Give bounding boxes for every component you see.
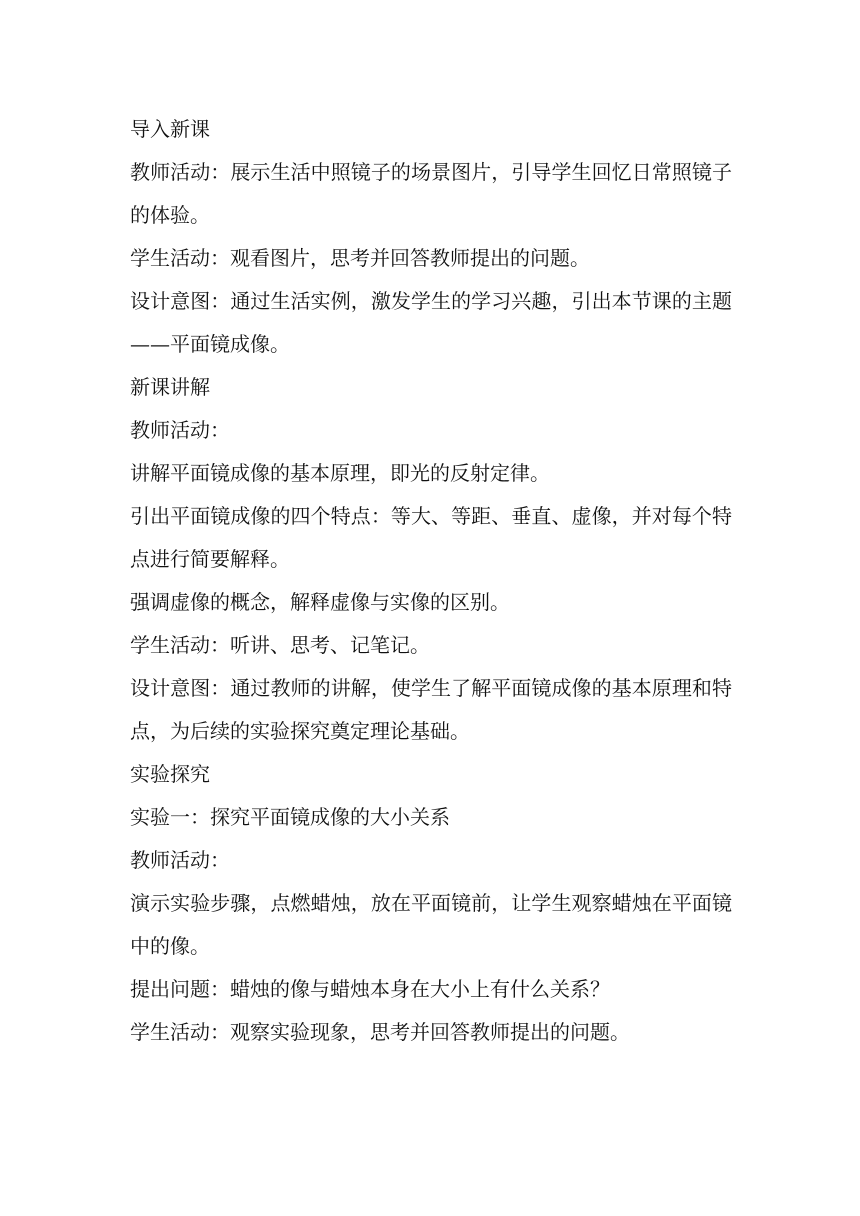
section-heading: 导入新课 <box>130 117 210 141</box>
paragraph: 教师活动：展示生活中照镜子的场景图片，引导学生回忆日常照镜子的体验。 <box>130 160 732 227</box>
paragraph: 提出问题：蜡烛的像与蜡烛本身在大小上有什么关系？ <box>130 977 610 1001</box>
paragraph: 学生活动：观察实验现象，思考并回答教师提出的问题。 <box>130 1020 630 1044</box>
paragraph: 讲解平面镜成像的基本原理，即光的反射定律。 <box>130 461 550 485</box>
section-heading: 新课讲解 <box>130 375 210 399</box>
paragraph: 设计意图：通过教师的讲解，使学生了解平面镜成像的基本原理和特点，为后续的实验探究奠定理论基础。 <box>130 676 732 743</box>
paragraph: 强调虚像的概念，解释虚像与实像的区别。 <box>130 590 510 614</box>
subsection-heading: 实验一：探究平面镜成像的大小关系 <box>130 805 450 829</box>
paragraph: 引出平面镜成像的四个特点：等大、等距、垂直、虚像，并对每个特点进行简要解释。 <box>130 504 732 571</box>
document-body <box>130 108 732 1054</box>
paragraph: 演示实验步骤，点燃蜡烛，放在平面镜前，让学生观察蜡烛在平面镜中的像。 <box>130 891 732 958</box>
section-heading: 实验探究 <box>130 762 210 786</box>
paragraph: 教师活动： <box>130 848 230 872</box>
paragraph: 学生活动：听讲、思考、记笔记。 <box>130 633 430 657</box>
paragraph: 设计意图：通过生活实例，激发学生的学习兴趣，引出本节课的主题——平面镜成像。 <box>130 289 732 356</box>
paragraph: 学生活动：观看图片，思考并回答教师提出的问题。 <box>130 246 590 270</box>
paragraph: 教师活动： <box>130 418 230 442</box>
